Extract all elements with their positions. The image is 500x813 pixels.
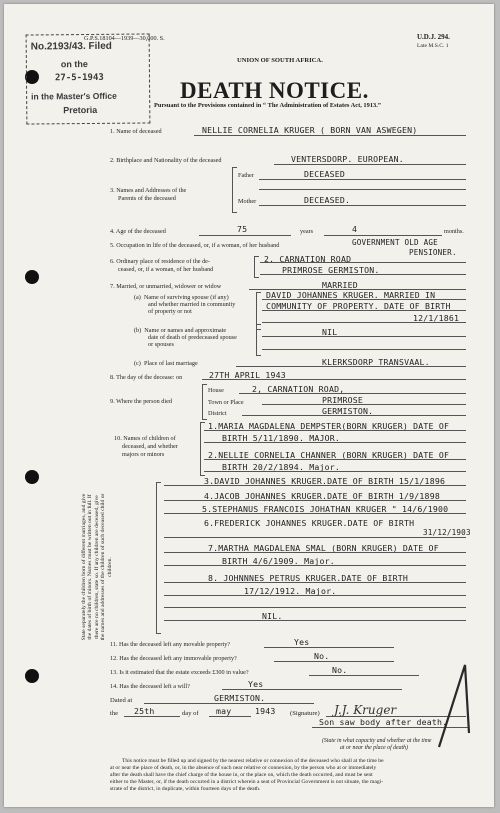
footer-line-3: after the death shall have the chief charge of the house in, or the place on, which the death occurred, and must be sent — [110, 772, 373, 778]
signer-capacity: Son saw body after death. — [319, 717, 448, 727]
sig-month: may — [216, 706, 232, 716]
q3-label-2: Parents of the deceased — [118, 195, 176, 202]
child-line-10: 7.MARTHA MAGDALENA SMAL (BORN KRUGER) DATE OF — [208, 543, 439, 553]
q7c-label: (c) Place of last marriage — [134, 360, 198, 367]
footer-line-4: either to the Master, or, if the death occurred in a district wherein a seat of Provincial Government is not situate, the magi- — [110, 779, 384, 785]
q5-value-2: PENSIONER. — [409, 248, 457, 257]
handwritten-mark — [429, 659, 477, 751]
q6-value-1: 2, CARNATION ROAD — [264, 254, 352, 264]
q4-months-value: 4 — [352, 224, 358, 234]
q7-label: 7. Married, or unmarried, widower or widow — [110, 283, 222, 290]
children-extra: NIL. — [262, 611, 283, 621]
child-line-1: 1.MARIA MAGDALENA DEMPSTER(BORN KRUGER) DATE OF — [208, 421, 450, 431]
q6-label-2: ceased, or, if a woman, of her husband — [118, 266, 214, 273]
printer-code: G.P.S.18104—1939—30,000. S. — [84, 35, 165, 42]
child-line-2: BIRTH 5/11/1890. MAJOR. — [222, 433, 340, 443]
child-line-12: 8. JOHNNNES PETRUS KRUGER.DATE OF BIRTH — [208, 573, 409, 583]
form-subtitle: Pursuant to the Provisions contained in “ The Administration of Estates Act, 1913.” — [154, 102, 382, 109]
district-value: GERMISTON. — [322, 406, 374, 416]
form-code: U.D.J. 294. — [417, 33, 450, 41]
punch-hole — [25, 669, 39, 683]
child-line-11: BIRTH 4/6/1909. Major. — [222, 556, 335, 566]
form-title: DEATH NOTICE. — [180, 78, 369, 103]
death-notice-form — [4, 4, 494, 807]
form-subcode: Late M.S.C. 1 — [417, 43, 449, 49]
q10-label-1: 10. Names of children of — [114, 435, 176, 442]
q3-label-1: 3. Names and Addresses of the — [110, 187, 187, 194]
q2-value: VENTERSDORP. EUROPEAN. — [291, 154, 404, 164]
q11-label: 11. Has the deceased left any movable property? — [110, 641, 231, 648]
q11-value: Yes — [294, 637, 310, 647]
stamp-number: No.2193/43. Filed — [30, 40, 112, 53]
q13-label: 13. Is it estimated that the estate exceeds £300 in value? — [110, 669, 249, 676]
q7-value: MARRIED — [322, 280, 358, 290]
signature: J.J. Kruger — [334, 703, 397, 717]
q7b-brace — [256, 324, 261, 356]
q14-value: Yes — [248, 679, 264, 689]
q10-brace-lower — [156, 482, 161, 634]
stamp-office: in the Master's Office — [31, 90, 117, 102]
q4-years-label: years — [300, 228, 314, 235]
signature-label: (Signature) — [290, 710, 320, 717]
footer-line-1: This notice must be filled up and signed by the nearest relative or connexion of the deceased who shall at the time be — [122, 758, 384, 764]
q7a-label-3: of property or not — [148, 308, 192, 315]
q7a-label-2: and whether married in community — [148, 301, 236, 308]
capacity-note-1: (State in what capacity and whether at the time — [322, 738, 432, 744]
dated-label: Dated at — [110, 697, 133, 704]
q7a-value-1: DAVID JOHANNES KRUGER. MARRIED IN — [266, 290, 436, 300]
q4-label: 4. Age of the deceased — [110, 228, 166, 235]
q10-label-3: majors or minors — [122, 451, 165, 458]
q4-years-value: 75 — [237, 224, 248, 234]
stamp-date: 27-5-1943 — [54, 72, 104, 84]
town-label: Town or Place — [208, 399, 244, 406]
q7c-value: KLERKSDORP TRANSVAAL. — [322, 357, 430, 367]
father-label: Father — [238, 172, 254, 179]
q1-value: NELLIE CORNELIA KRUGER ( BORN VAN ASWEGEN) — [202, 125, 418, 135]
footer-line-2: at or near the place of death, or, in the absence of such near relative or connexion, by the person who at or immediately — [110, 765, 377, 771]
punch-hole — [25, 270, 39, 284]
mother-value: DECEASED. — [304, 195, 351, 205]
q9-label: 9. Where the person died — [110, 398, 172, 405]
mother-label: Mother — [238, 198, 257, 205]
q7a-value-2: COMMUNITY OF PROPERTY. DATE OF BIRTH — [266, 301, 451, 311]
child-line-13: 17/12/1912. Major. — [244, 586, 337, 596]
q7a-label-1: (a) Name of surviving spouse (if any) — [134, 294, 229, 301]
q5-label: 5. Occupation in life of the deceased, or, if a woman, of her husband — [110, 242, 280, 249]
the-label: the — [110, 710, 119, 717]
town-value: PRIMROSE — [322, 395, 364, 405]
sig-year: 1943 — [255, 706, 276, 716]
child-line-3: 2.NELLIE CORNELIA CHANNER (BORN KRUGER) DATE OF — [208, 450, 450, 460]
q4-months-label: months. — [444, 228, 464, 235]
q7b-label-2: date of death of predeceased spouse — [148, 334, 237, 341]
q7b-value: NIL — [322, 327, 338, 337]
child-line-9: 31/12/1903 — [423, 528, 471, 537]
q12-label: 12. Has the deceased left any immovable property? — [110, 655, 237, 662]
q8-label: 8. The day of the decease: on — [110, 374, 183, 381]
q7a-value-3: 12/1/1861 — [413, 313, 460, 323]
q7b-label-1: (b) Name or names and approximate — [134, 327, 227, 334]
filing-stamp — [26, 33, 151, 124]
q6-label-1: 6. Ordinary place of residence of the de- — [110, 258, 210, 265]
child-line-7: 5.STEPHANUS FRANCOIS JOHATHAN KRUGER " 14/6/1900 — [202, 504, 449, 514]
day-of-label: day of — [182, 710, 199, 717]
q7b-label-3: or spouses — [148, 341, 174, 348]
q5-value-1: GOVERNMENT OLD AGE — [352, 238, 438, 247]
q2-label: 2. Birthplace and Nationality of the deceased — [110, 157, 222, 164]
punch-hole — [25, 470, 39, 484]
house-label: House — [208, 387, 224, 394]
house-value: 2, CARNATION ROAD, — [252, 384, 345, 394]
q6-brace — [254, 256, 259, 278]
stamp-on-the: on the — [60, 59, 88, 70]
stamp-city: Pretoria — [63, 104, 98, 116]
sig-day: 25th — [134, 706, 155, 716]
district-label: District — [208, 410, 227, 417]
q12-value: No. — [314, 651, 330, 661]
child-line-6: 4.JACOB JOHANNES KRUGER.DATE OF BIRTH 1/9/1898 — [204, 491, 440, 501]
union-heading: UNION OF SOUTH AFRICA. — [237, 57, 323, 64]
dated-place: GERMISTON. — [214, 693, 266, 703]
q6-value-2: PRIMROSE GERMISTON. — [282, 265, 380, 275]
q14-label: 14. Has the deceased left a will? — [110, 683, 190, 690]
child-line-4: BIRTH 20/2/1894. Major. — [222, 462, 340, 472]
q9-brace — [202, 384, 207, 420]
child-line-5: 3.DAVID JOHANNES KRUGER.DATE OF BIRTH 15/1/1896 — [204, 476, 446, 486]
footer-line-5: strate of the district, in duplicate, within fourteen days of the death. — [110, 786, 261, 792]
q8-value: 27TH APRIL 1943 — [209, 370, 286, 380]
capacity-note-2: at or near the place of death) — [340, 745, 408, 751]
q10-label-2: deceased, and whether — [122, 443, 178, 450]
child-line-8: 6.FREDERICK JOHANNES KRUGER.DATE OF BIRTH — [204, 518, 415, 528]
q1-label: 1. Name of deceased — [110, 128, 162, 135]
father-value: DECEASED — [304, 169, 346, 179]
q13-value: No. — [332, 665, 348, 675]
q3-brace — [232, 167, 237, 213]
q10-side-note: State separately the children born of different marriages, and give the dates of birth of minors. Names must be written out in full. If there are no children, state so. If any children are deceased, give the names and addresses of the children of such deceased child or children. — [81, 493, 113, 641]
